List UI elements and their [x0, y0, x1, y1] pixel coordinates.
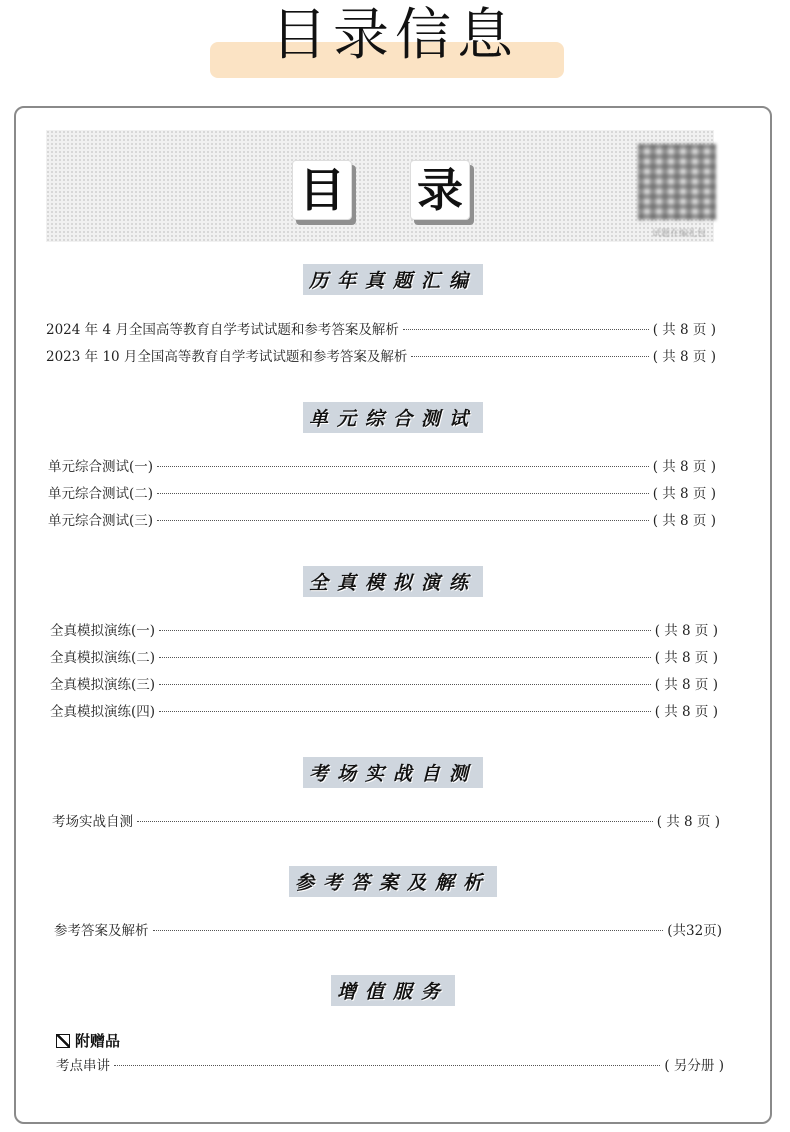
- toc-row-label: 参考答案及解析: [54, 923, 149, 939]
- toc-row[interactable]: [56, 1056, 724, 1076]
- toc-row-pages: ( 另分册 ): [664, 1058, 724, 1074]
- toc-row-pages: ( 共 8 页 ): [652, 322, 716, 338]
- toc-row[interactable]: [50, 648, 718, 668]
- section-title-mock-exams: 全真模拟演练: [16, 566, 770, 597]
- toc-row-label: 单元综合测试(三): [48, 513, 154, 529]
- dot-leader: [159, 684, 651, 685]
- dot-leader: [411, 356, 648, 357]
- toc-row-label: 全真模拟演练(四): [50, 704, 156, 720]
- toc-row-pages: ( 共 8 页 ): [652, 486, 716, 502]
- dot-leader: [137, 821, 653, 822]
- toc-row-label: 单元综合测试(一): [48, 459, 154, 475]
- toc-row-label: 全真模拟演练(二): [50, 650, 156, 666]
- toc-row-pages: (共32页): [667, 923, 722, 939]
- toc-row-pages: ( 共 8 页 ): [652, 513, 716, 529]
- section-title-unit-tests: 单元综合测试: [16, 402, 770, 433]
- dot-leader: [157, 520, 649, 521]
- section-title-self-test: 考场实战自测: [16, 757, 770, 788]
- toc-row[interactable]: [52, 812, 720, 832]
- toc-row[interactable]: [48, 457, 716, 477]
- toc-row[interactable]: [50, 702, 718, 722]
- toc-row[interactable]: [48, 484, 716, 504]
- toc-row-label: 2023 年 10 月全国高等教育自学考试试题和参考答案及解析: [46, 349, 408, 365]
- toc-row-pages: ( 共 8 页 ): [654, 704, 718, 720]
- gift-heading: [56, 1030, 120, 1051]
- toc-heading-char-2: 录: [410, 160, 470, 220]
- toc-row-pages: ( 共 8 页 ): [652, 349, 716, 365]
- dot-leader: [159, 630, 651, 631]
- dot-leader: [157, 493, 649, 494]
- toc-row[interactable]: [46, 347, 716, 367]
- gift-checkbox-icon: [56, 1034, 70, 1048]
- toc-row[interactable]: [50, 621, 718, 641]
- toc-row[interactable]: [46, 320, 716, 340]
- dot-leader: [114, 1065, 660, 1066]
- toc-row-pages: ( 共 8 页 ): [654, 650, 718, 666]
- section-title-answers: 参考答案及解析: [16, 866, 770, 897]
- toc-row-pages: ( 共 8 页 ): [654, 677, 718, 693]
- toc-row[interactable]: [54, 921, 722, 941]
- dot-leader: [403, 329, 649, 330]
- toc-heading-char-1: 目: [292, 160, 352, 220]
- toc-row-label: 考点串讲: [56, 1058, 110, 1074]
- toc-row[interactable]: [50, 675, 718, 695]
- section-title-past-exams: 历年真题汇编: [16, 264, 770, 295]
- toc-row-label: 全真模拟演练(一): [50, 623, 156, 639]
- dot-leader: [157, 466, 649, 467]
- qr-code-icon[interactable]: [638, 144, 716, 220]
- gift-heading-label: 附赠品: [75, 1032, 121, 1050]
- section-title-value-added: 增值服务: [16, 975, 770, 1006]
- qr-caption: 试题在编礼包: [651, 229, 706, 239]
- toc-row[interactable]: [48, 511, 716, 531]
- toc-row-label: 全真模拟演练(三): [50, 677, 156, 693]
- toc-card: [14, 106, 772, 1124]
- banner: [0, 0, 790, 100]
- toc-row-label: 考场实战自测: [52, 814, 133, 830]
- dot-leader: [153, 930, 664, 931]
- toc-row-pages: ( 共 8 页 ): [652, 459, 716, 475]
- toc-header-band: [46, 130, 714, 242]
- toc-row-label: 2024 年 4 月全国高等教育自学考试试题和参考答案及解析: [46, 322, 399, 338]
- toc-row-pages: ( 共 8 页 ): [654, 623, 718, 639]
- dot-leader: [159, 657, 651, 658]
- banner-title: 目录信息: [271, 3, 519, 68]
- toc-row-label: 单元综合测试(二): [48, 486, 154, 502]
- toc-row-pages: ( 共 8 页 ): [656, 814, 720, 830]
- dot-leader: [159, 711, 651, 712]
